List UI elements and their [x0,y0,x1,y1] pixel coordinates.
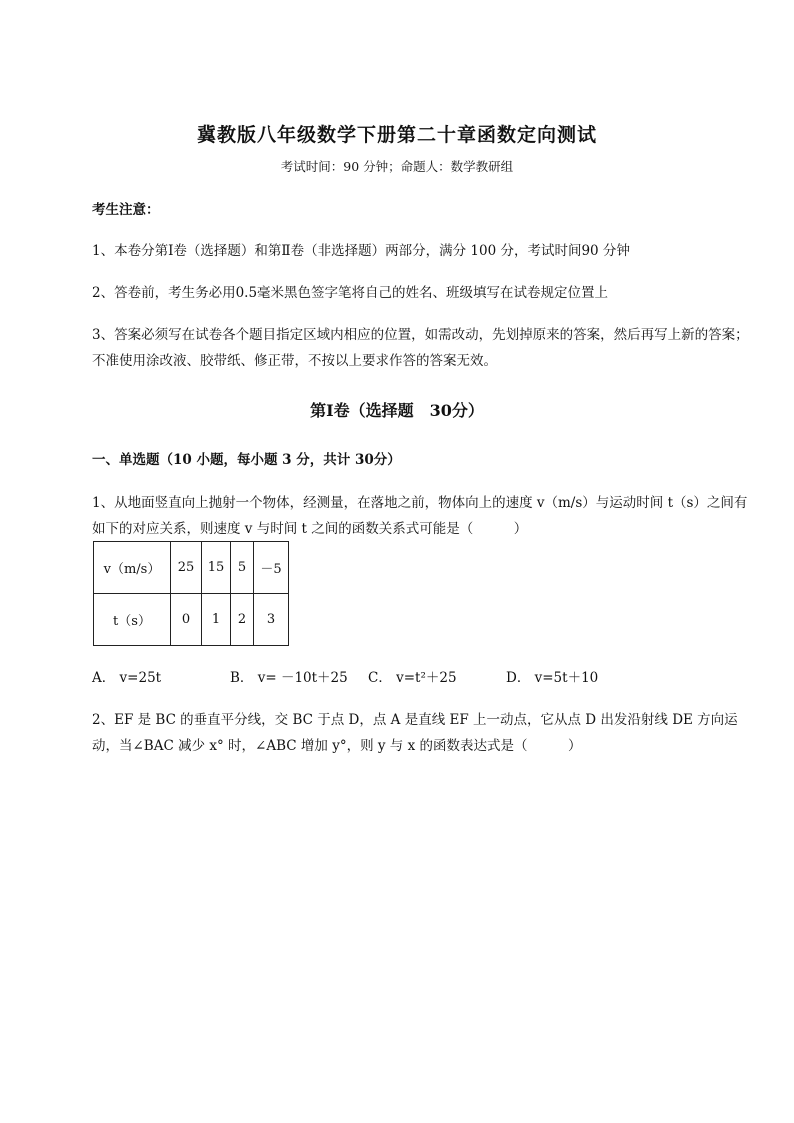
option-c[interactable]: C． v=t²＋25 [368,670,457,686]
velocity-time-table [93,541,289,646]
part-heading: 一、单选题（10 小题，每小题 3 分，共计 30分） [92,452,401,468]
table-cell: －5 [254,542,289,594]
question-2-text: 2、EF 是 BC 的垂直平分线，交 BC 于点 D，点 A 是直线 EF 上一动点，它从点 D 出发沿射线 DE 方向运动，当∠BAC 减少 x° 时，∠ABC 增加 y°，则 y 与 x 的函数表达式是（ ） [92,712,738,754]
notice-item-1: 1、本卷分第Ⅰ卷（选择题）和第Ⅱ卷（非选择题）两部分，满分 100 分，考试时间90 分钟 [92,243,630,259]
option-d[interactable]: D． v=5t＋10 [506,670,599,686]
table-cell: 2 [231,594,254,646]
table-cell-label: v（m/s） [94,542,171,594]
option-b[interactable]: B． v= －10t＋25 [230,670,348,686]
table-cell: 0 [171,594,202,646]
table-row [94,594,289,646]
option-a[interactable]: A． v=25t [92,670,162,686]
table-cell: 15 [202,542,231,594]
table-row [94,542,289,594]
table-cell: 5 [231,542,254,594]
question-1-options [92,666,752,692]
notice-item-3: 3、答案必须写在试卷各个题目指定区域内相应的位置，如需改动，先划掉原来的答案，然后再写上新的答案；不准使用涂改液、胶带纸、修正带，不按以上要求作答的答案无效。 [92,327,749,369]
table-cell: 3 [254,594,289,646]
table-cell-label: t（s） [94,594,171,646]
table-cell: 1 [202,594,231,646]
notice-heading: 考生注意： [92,202,160,218]
question-1-text: 1、从地面竖直向上抛射一个物体，经测量，在落地之前，物体向上的速度 v（m/s）与运动时间 t（s）之间有如下的对应关系，则速度 v 与时间 t 之间的函数关系式可能是（ ） [92,495,748,537]
table-cell: 25 [171,542,202,594]
page-title: 冀教版八年级数学下册第二十章函数定向测试 [196,124,597,146]
notice-item-2: 2、答卷前，考生务必用0.5毫米黑色签字笔将自己的姓名、班级填写在试卷规定位置上 [92,285,609,301]
section-title: 第Ⅰ卷（选择题 30分） [310,401,484,420]
page-subtitle: 考试时间：90 分钟；命题人：数学教研组 [280,159,514,174]
